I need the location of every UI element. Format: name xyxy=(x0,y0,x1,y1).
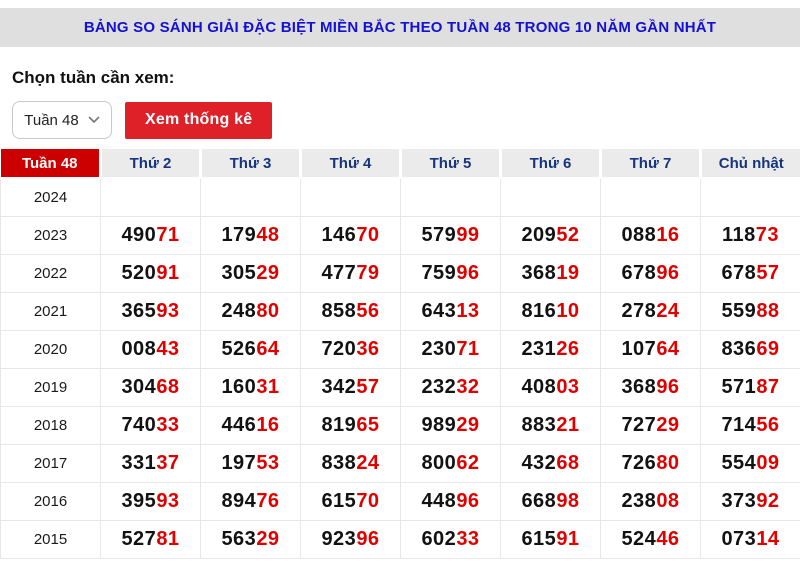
results-table xyxy=(0,149,800,559)
result-number-last-two: 81 xyxy=(156,528,179,550)
result-number xyxy=(601,444,701,482)
result-number xyxy=(201,444,301,482)
table-row xyxy=(1,520,800,558)
result-number-last-two: 31 xyxy=(256,376,279,398)
result-number-last-two: 93 xyxy=(156,490,179,512)
result-number xyxy=(401,406,501,444)
result-number-prefix: 989 xyxy=(421,414,456,436)
result-number-prefix: 720 xyxy=(321,338,356,360)
results-table-body xyxy=(1,178,800,558)
result-number xyxy=(401,216,501,254)
result-number xyxy=(401,292,501,330)
chevron-down-icon xyxy=(88,116,100,124)
year-cell: 2022 xyxy=(1,254,101,292)
page-title: BẢNG SO SÁNH GIẢI ĐẶC BIỆT MIỀN BẮC THEO TUẦN 48 TRONG 10 NĂM GẦN NHẤT xyxy=(84,19,716,36)
result-number xyxy=(701,368,800,406)
result-number-prefix: 446 xyxy=(221,414,256,436)
result-number xyxy=(701,178,800,216)
year-cell: 2019 xyxy=(1,368,101,406)
table-row xyxy=(1,406,800,444)
result-number-prefix: 726 xyxy=(621,452,656,474)
corner-header-week: Tuần 48 xyxy=(1,149,101,178)
result-number-prefix: 643 xyxy=(421,300,456,322)
result-number xyxy=(601,368,701,406)
result-number-prefix: 368 xyxy=(621,376,656,398)
result-number xyxy=(601,178,701,216)
result-number xyxy=(501,520,601,558)
result-number-prefix: 248 xyxy=(221,300,256,322)
result-number-last-two: 46 xyxy=(656,528,679,550)
result-number-prefix: 819 xyxy=(321,414,356,436)
result-number-prefix: 432 xyxy=(521,452,556,474)
table-row xyxy=(1,330,800,368)
result-number-last-two: 70 xyxy=(356,490,379,512)
result-number-last-two: 48 xyxy=(256,224,279,246)
result-number xyxy=(101,216,201,254)
year-cell: 2017 xyxy=(1,444,101,482)
result-number-last-two: 70 xyxy=(356,224,379,246)
result-number-last-two: 99 xyxy=(456,224,479,246)
result-number-prefix: 526 xyxy=(221,338,256,360)
result-number-prefix: 800 xyxy=(421,452,456,474)
result-number xyxy=(201,482,301,520)
result-number-last-two: 93 xyxy=(156,300,179,322)
result-number xyxy=(601,254,701,292)
result-number-prefix: 342 xyxy=(321,376,356,398)
result-number-last-two: 73 xyxy=(756,224,779,246)
result-number xyxy=(501,254,601,292)
year-cell: 2020 xyxy=(1,330,101,368)
table-row xyxy=(1,254,800,292)
result-number-last-two: 87 xyxy=(756,376,779,398)
year-cell: 2016 xyxy=(1,482,101,520)
week-select[interactable] xyxy=(12,101,112,139)
week-select-value: Tuần 48 xyxy=(24,112,79,129)
result-number-prefix: 490 xyxy=(121,224,156,246)
result-number xyxy=(101,330,201,368)
view-statistics-button[interactable]: Xem thống kê xyxy=(125,102,272,139)
result-number-prefix: 563 xyxy=(221,528,256,550)
result-number-prefix: 209 xyxy=(521,224,556,246)
result-number-prefix: 615 xyxy=(521,528,556,550)
table-row xyxy=(1,216,800,254)
result-number xyxy=(401,178,501,216)
result-number-last-two: 96 xyxy=(656,262,679,284)
result-number xyxy=(701,254,800,292)
result-number xyxy=(101,178,201,216)
result-number-prefix: 008 xyxy=(121,338,156,360)
result-number xyxy=(601,406,701,444)
result-number-prefix: 368 xyxy=(521,262,556,284)
result-number-prefix: 395 xyxy=(121,490,156,512)
result-number-prefix: 331 xyxy=(121,452,156,474)
day-header: Thứ 4 xyxy=(301,149,401,178)
result-number-last-two: 29 xyxy=(656,414,679,436)
result-number-last-two: 36 xyxy=(356,338,379,360)
result-number xyxy=(601,292,701,330)
result-number xyxy=(201,330,301,368)
result-number xyxy=(501,330,601,368)
result-number-last-two: 76 xyxy=(256,490,279,512)
result-number-last-two: 68 xyxy=(156,376,179,398)
title-bar xyxy=(0,8,800,47)
result-number-prefix: 923 xyxy=(321,528,356,550)
result-number-last-two: 21 xyxy=(556,414,579,436)
result-number xyxy=(301,254,401,292)
result-number xyxy=(401,254,501,292)
result-number-last-two: 64 xyxy=(656,338,679,360)
result-number-prefix: 571 xyxy=(721,376,756,398)
result-number-prefix: 740 xyxy=(121,414,156,436)
result-number-last-two: 52 xyxy=(556,224,579,246)
result-number-last-two: 92 xyxy=(756,490,779,512)
result-number-last-two: 26 xyxy=(556,338,579,360)
day-header: Thứ 7 xyxy=(601,149,701,178)
result-number-prefix: 278 xyxy=(621,300,656,322)
result-number-last-two: 96 xyxy=(356,528,379,550)
result-number-last-two: 16 xyxy=(656,224,679,246)
result-number xyxy=(701,406,800,444)
result-number xyxy=(101,444,201,482)
result-number xyxy=(501,292,601,330)
result-number xyxy=(601,330,701,368)
result-number-prefix: 238 xyxy=(621,490,656,512)
result-number-prefix: 520 xyxy=(121,262,156,284)
result-number xyxy=(201,178,301,216)
result-number-last-two: 64 xyxy=(256,338,279,360)
result-number xyxy=(301,406,401,444)
table-row xyxy=(1,444,800,482)
year-cell: 2015 xyxy=(1,520,101,558)
result-number xyxy=(101,406,201,444)
result-number-prefix: 230 xyxy=(421,338,456,360)
result-number-prefix: 365 xyxy=(121,300,156,322)
result-number-last-two: 37 xyxy=(156,452,179,474)
result-number xyxy=(101,482,201,520)
result-number xyxy=(301,482,401,520)
result-number-last-two: 13 xyxy=(456,300,479,322)
result-number xyxy=(601,216,701,254)
result-number-prefix: 305 xyxy=(221,262,256,284)
result-number-prefix: 197 xyxy=(221,452,256,474)
week-select-label: Chọn tuần cần xem: xyxy=(12,68,800,88)
result-number xyxy=(401,482,501,520)
result-number-prefix: 232 xyxy=(421,376,456,398)
day-header: Thứ 5 xyxy=(401,149,501,178)
day-header: Thứ 2 xyxy=(101,149,201,178)
result-number xyxy=(301,444,401,482)
result-number xyxy=(301,520,401,558)
result-number-last-two: 96 xyxy=(456,262,479,284)
result-number xyxy=(201,292,301,330)
result-number-prefix: 759 xyxy=(421,262,456,284)
result-number xyxy=(301,368,401,406)
result-number xyxy=(301,292,401,330)
result-number xyxy=(201,520,301,558)
result-number-prefix: 088 xyxy=(621,224,656,246)
result-number-last-two: 57 xyxy=(356,376,379,398)
result-number-last-two: 80 xyxy=(256,300,279,322)
result-number-last-two: 65 xyxy=(356,414,379,436)
day-header: Chủ nhật xyxy=(701,149,800,178)
result-number-prefix: 883 xyxy=(521,414,556,436)
result-number-last-two: 32 xyxy=(456,376,479,398)
result-number-last-two: 24 xyxy=(656,300,679,322)
result-number-last-two: 24 xyxy=(356,452,379,474)
result-number xyxy=(501,216,601,254)
result-number-prefix: 838 xyxy=(321,452,356,474)
result-number-prefix: 527 xyxy=(121,528,156,550)
result-number xyxy=(601,482,701,520)
table-row xyxy=(1,292,800,330)
result-number-prefix: 477 xyxy=(321,262,356,284)
result-number xyxy=(701,216,800,254)
result-number-last-two: 19 xyxy=(556,262,579,284)
result-number-last-two: 80 xyxy=(656,452,679,474)
result-number-last-two: 10 xyxy=(556,300,579,322)
result-number xyxy=(501,368,601,406)
year-cell: 2023 xyxy=(1,216,101,254)
result-number xyxy=(201,406,301,444)
year-cell: 2021 xyxy=(1,292,101,330)
result-number-prefix: 678 xyxy=(621,262,656,284)
result-number xyxy=(201,254,301,292)
year-cell: 2024 xyxy=(1,178,101,216)
result-number-prefix: 304 xyxy=(121,376,156,398)
result-number-prefix: 179 xyxy=(221,224,256,246)
result-number-prefix: 678 xyxy=(721,262,756,284)
result-number-prefix: 668 xyxy=(521,490,556,512)
result-number xyxy=(401,444,501,482)
result-number-prefix: 408 xyxy=(521,376,556,398)
result-number xyxy=(701,444,800,482)
result-number-last-two: 91 xyxy=(556,528,579,550)
result-number-last-two: 43 xyxy=(156,338,179,360)
result-number xyxy=(301,330,401,368)
table-row xyxy=(1,178,800,216)
result-number-prefix: 602 xyxy=(421,528,456,550)
result-number xyxy=(501,406,601,444)
result-number xyxy=(701,520,800,558)
result-number-last-two: 69 xyxy=(756,338,779,360)
result-number xyxy=(501,482,601,520)
result-number xyxy=(701,292,800,330)
result-number-last-two: 96 xyxy=(456,490,479,512)
result-number-last-two: 96 xyxy=(656,376,679,398)
result-number-prefix: 146 xyxy=(321,224,356,246)
result-number-last-two: 33 xyxy=(156,414,179,436)
result-number-last-two: 68 xyxy=(556,452,579,474)
result-number-prefix: 118 xyxy=(722,224,756,246)
result-number-last-two: 62 xyxy=(456,452,479,474)
result-number xyxy=(501,178,601,216)
result-number-prefix: 160 xyxy=(221,376,256,398)
result-number-prefix: 579 xyxy=(421,224,456,246)
result-number-prefix: 231 xyxy=(521,338,556,360)
week-controls xyxy=(0,68,800,139)
result-number-prefix: 107 xyxy=(621,338,656,360)
result-number-prefix: 073 xyxy=(721,528,756,550)
result-number-last-two: 29 xyxy=(256,262,279,284)
result-number xyxy=(101,520,201,558)
day-header: Thứ 6 xyxy=(501,149,601,178)
result-number xyxy=(701,330,800,368)
result-number xyxy=(301,216,401,254)
result-number-last-two: 56 xyxy=(356,300,379,322)
result-number-last-two: 98 xyxy=(556,490,579,512)
result-number xyxy=(101,292,201,330)
result-number-prefix: 714 xyxy=(721,414,756,436)
result-number xyxy=(101,368,201,406)
result-number-prefix: 727 xyxy=(621,414,656,436)
result-number-last-two: 29 xyxy=(456,414,479,436)
result-number-prefix: 559 xyxy=(721,300,756,322)
result-number-last-two: 08 xyxy=(656,490,679,512)
result-number-prefix: 894 xyxy=(221,490,256,512)
result-number xyxy=(401,330,501,368)
result-number-prefix: 836 xyxy=(721,338,756,360)
table-header-row xyxy=(1,149,800,178)
day-header: Thứ 3 xyxy=(201,149,301,178)
result-number xyxy=(601,520,701,558)
result-number-last-two: 56 xyxy=(756,414,779,436)
result-number-last-two: 71 xyxy=(456,338,479,360)
result-number-prefix: 554 xyxy=(721,452,756,474)
result-number-last-two: 79 xyxy=(356,262,379,284)
year-cell: 2018 xyxy=(1,406,101,444)
result-number xyxy=(201,216,301,254)
result-number-prefix: 615 xyxy=(321,490,356,512)
result-number xyxy=(501,444,601,482)
result-number-prefix: 448 xyxy=(421,490,456,512)
result-number-last-two: 29 xyxy=(256,528,279,550)
table-row xyxy=(1,368,800,406)
result-number xyxy=(101,254,201,292)
result-number-prefix: 524 xyxy=(621,528,656,550)
result-number-last-two: 53 xyxy=(256,452,279,474)
result-number-last-two: 33 xyxy=(456,528,479,550)
result-number-last-two: 57 xyxy=(756,262,779,284)
result-number-last-two: 03 xyxy=(556,376,579,398)
result-number-last-two: 09 xyxy=(756,452,779,474)
result-number xyxy=(401,520,501,558)
result-number-prefix: 373 xyxy=(721,490,756,512)
result-number-last-two: 16 xyxy=(256,414,279,436)
result-number-last-two: 14 xyxy=(756,528,779,550)
result-number-last-two: 91 xyxy=(156,262,179,284)
result-number-prefix: 858 xyxy=(321,300,356,322)
result-number xyxy=(701,482,800,520)
result-number xyxy=(201,368,301,406)
result-number-last-two: 88 xyxy=(756,300,779,322)
result-number xyxy=(301,178,401,216)
result-number-prefix: 816 xyxy=(521,300,556,322)
table-row xyxy=(1,482,800,520)
result-number-last-two: 71 xyxy=(156,224,179,246)
result-number xyxy=(401,368,501,406)
